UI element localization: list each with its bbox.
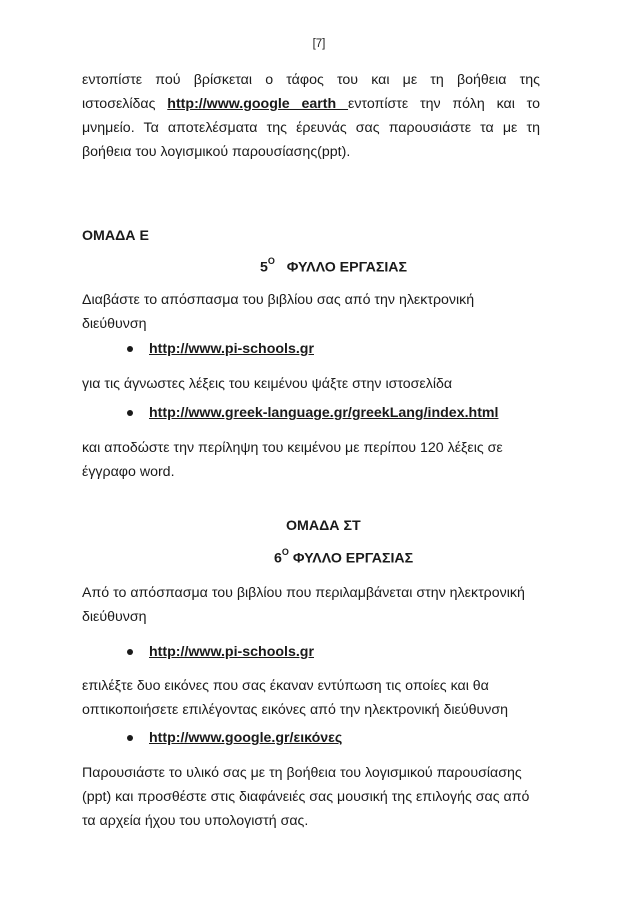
- group-e-title: ΟΜΑΔΑ Ε: [82, 228, 149, 244]
- group-e-p2-line: για τις άγνωστες λέξεις του κειμένου ψάξτε στην ιστοσελίδα: [82, 376, 453, 392]
- group-e-bullet-1: [127, 341, 314, 357]
- group-st-paragraph-1: [82, 581, 540, 629]
- bullet-icon: [127, 346, 133, 352]
- group-st-paragraph-3: [82, 761, 540, 833]
- page-number: [7]: [312, 38, 326, 50]
- group-e-sheet-number: 5: [260, 259, 268, 276]
- group-st-bullet-2: [127, 730, 342, 746]
- bullet-icon: [127, 735, 133, 741]
- pi-schools-link[interactable]: http://www.pi-schools.gr: [149, 341, 314, 357]
- greek-language-link[interactable]: http://www.greek-language.gr/greekLang/index.html: [149, 405, 499, 421]
- intro-line-3: μνημείο. Τα αποτελέσματα της έρευνάς σας παρουσιάστε τα με τη: [82, 120, 540, 136]
- group-e-p3-line-2: έγγραφο word.: [82, 464, 175, 480]
- intro-line-2-prefix: ιστοσελίδας: [82, 96, 168, 112]
- group-e-sheet-heading: [260, 258, 407, 276]
- group-st-sheet-heading: [274, 549, 413, 567]
- group-st-p1-line-2: διεύθυνση: [82, 609, 147, 625]
- group-e-p3-line-1: και αποδώστε την περίληψη του κειμένου με περίπου 120 λέξεις σε: [82, 440, 503, 456]
- google-earth-link[interactable]: http://www.google earth: [167, 96, 349, 112]
- bullet-icon: [127, 410, 133, 416]
- pi-schools-link-2[interactable]: http://www.pi-schools.gr: [149, 644, 314, 660]
- group-e-paragraph-3: [82, 436, 540, 484]
- group-st-p2-line-2: οπτικοποιήσετε επιλέγοντας εικόνες από την ηλεκτρονική διεύθυνση: [82, 702, 508, 718]
- group-e-p1-line-1: Διαβάστε το απόσπασμα του βιβλίου σας από την ηλεκτρονική: [82, 292, 475, 308]
- group-st-p2-line-1: επιλέξτε δυο εικόνες που σας έκαναν εντύπωση τις οποίες και θα: [82, 678, 489, 694]
- group-e-sheet-title: ΦΥΛΛΟ ΕΡΓΑΣΙΑΣ: [286, 259, 408, 276]
- group-st-p1-line-1: Από το απόσπασμα του βιβλίου που περιλαμβάνεται στην ηλεκτρονική: [82, 585, 525, 601]
- group-st-sheet-sup: Ο: [281, 547, 289, 557]
- group-e-paragraph-1: [82, 288, 540, 336]
- group-st-p3-line-2: (ppt) και προσθέστε στις διαφάνειές σας μουσική της επιλογής σας από: [82, 789, 530, 805]
- google-images-link[interactable]: http://www.google.gr/εικόνες: [149, 730, 343, 746]
- group-st-bullet-1: [127, 644, 314, 660]
- intro-paragraph: [82, 68, 540, 164]
- intro-line-4: βοήθεια του λογισμικού παρουσίασης(ppt).: [82, 144, 351, 160]
- bullet-icon: [127, 649, 133, 655]
- intro-line-2-suffix: εντοπίστε την πόλη και το: [348, 96, 540, 112]
- group-st-title: ΟΜΑΔΑ ΣΤ: [286, 518, 361, 534]
- group-e-sheet-sup: Ο: [267, 256, 275, 266]
- intro-line-1: εντοπίστε πού βρίσκεται ο τάφος του και με τη βοήθεια της: [82, 72, 540, 88]
- group-e-paragraph-2: [82, 372, 540, 396]
- group-e-bullet-2: [127, 405, 498, 421]
- group-e-p1-line-2: διεύθυνση: [82, 316, 147, 332]
- group-st-sheet-number: 6: [274, 550, 282, 567]
- group-st-sheet-title: ΦΥΛΛΟ ΕΡΓΑΣΙΑΣ: [292, 550, 414, 567]
- intro-line-2: [82, 92, 540, 116]
- group-st-p3-line-1: Παρουσιάστε το υλικό σας με τη βοήθεια του λογισμικού παρουσίασης: [82, 765, 522, 781]
- group-st-paragraph-2: [82, 674, 540, 722]
- group-st-p3-line-3: τα αρχεία ήχου του υπολογιστή σας.: [82, 813, 309, 829]
